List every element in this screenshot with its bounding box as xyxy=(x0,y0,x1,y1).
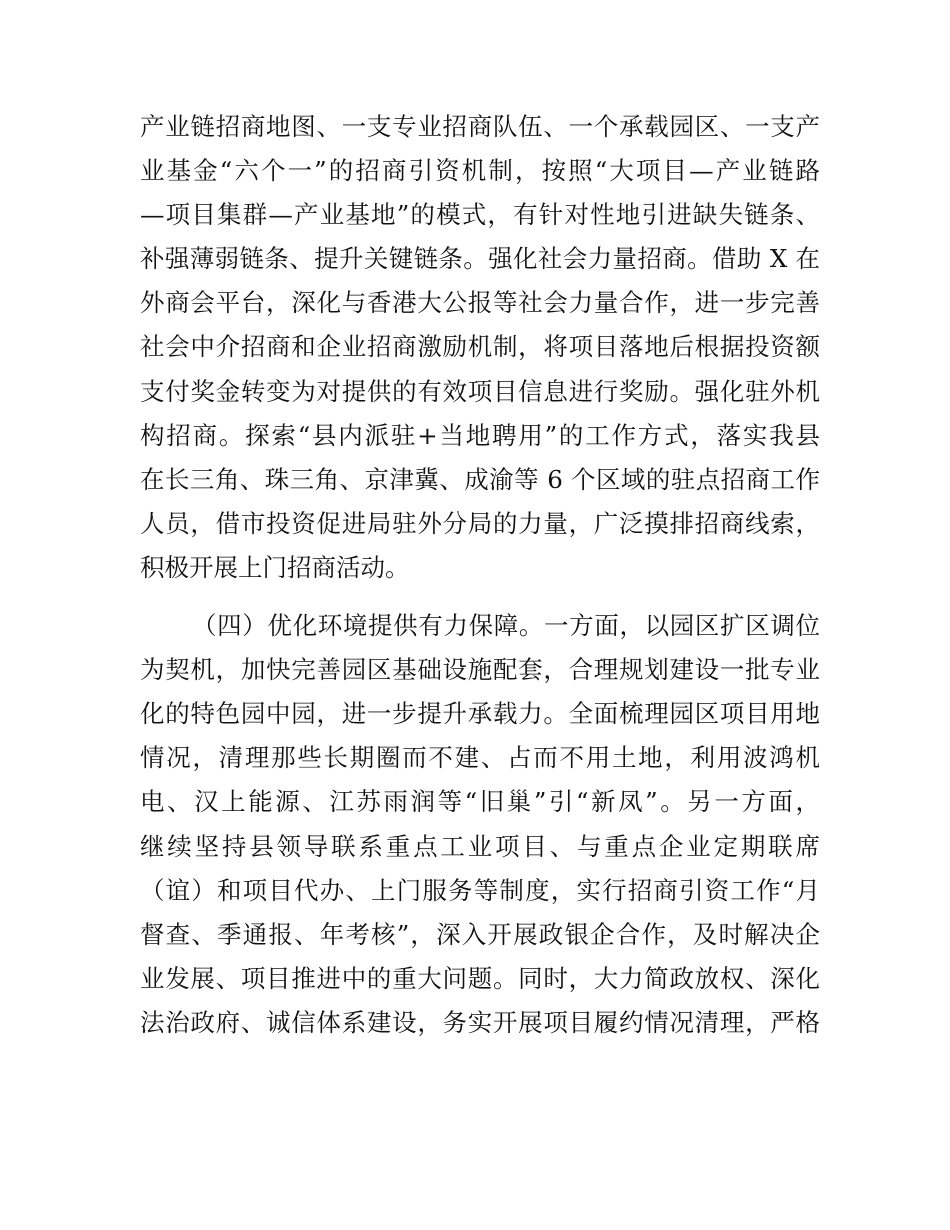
body-text xyxy=(140,105,820,1045)
paragraph-1 xyxy=(140,105,820,590)
text-line: 为契机，加快完善园区基础设施配套，合理规划建设一批专业 xyxy=(140,655,820,685)
text-line: 社会中介招商和企业招商激励机制，将项目落地后根据投资额 xyxy=(140,332,820,362)
text-line: 支付奖金转变为对提供的有效项目信息进行奖励。强化驻外机 xyxy=(140,376,820,406)
text-line: 情况，清理那些长期圈而不建、占而不用土地，利用波鸿机 xyxy=(140,743,820,773)
text-line: —项目集群—产业基地”的模式，有针对性地引进缺失链条、 xyxy=(140,200,820,230)
text-line: 补强薄弱链条、提升关键链条。强化社会力量招商。借助 X 在 xyxy=(140,244,820,274)
text-line: （谊）和项目代办、上门服务等制度，实行招商引资工作“月 xyxy=(140,875,820,905)
text-line: 外商会平台，深化与香港大公报等社会力量合作，进一步完善 xyxy=(140,288,820,318)
paragraph-spacer xyxy=(140,590,820,604)
text-line: 人员，借市投资促进局驻外分局的力量，广泛摸排招商线索， xyxy=(140,508,820,538)
text-line: 产业链招商地图、一支专业招商队伍、一个承载园区、一支产 xyxy=(140,112,820,141)
text-line: 电、汉上能源、江苏雨润等“旧巢”引“新凤”。另一方面， xyxy=(140,787,820,817)
text-line: 在长三角、珠三角、京津冀、成渝等 6 个区域的驻点招商工作 xyxy=(140,464,820,494)
text-line: 构招商。探索“县内派驻+当地聘用”的工作方式，落实我县 xyxy=(140,420,820,450)
text-line: 积极开展上门招商活动。 xyxy=(140,552,410,582)
text-line: 化的特色园中园，进一步提升承载力。全面梳理园区项目用地 xyxy=(140,699,820,729)
text-line: （四）优化环境提供有力保障。一方面，以园区扩区调位 xyxy=(192,611,820,641)
text-line: 业发展、项目推进中的重大问题。同时，大力简政放权、深化 xyxy=(140,963,820,993)
text-line: 继续坚持县领导联系重点工业项目、与重点企业定期联席 xyxy=(140,831,820,861)
text-line: 法治政府、诚信体系建设，务实开展项目履约情况清理，严格 xyxy=(140,1007,820,1037)
paragraph-2 xyxy=(140,604,820,1045)
text-line: 业基金“六个一”的招商引资机制，按照“大项目—产业链路 xyxy=(140,156,820,186)
text-line: 督查、季通报、年考核”，深入开展政银企合作，及时解决企 xyxy=(140,919,820,949)
